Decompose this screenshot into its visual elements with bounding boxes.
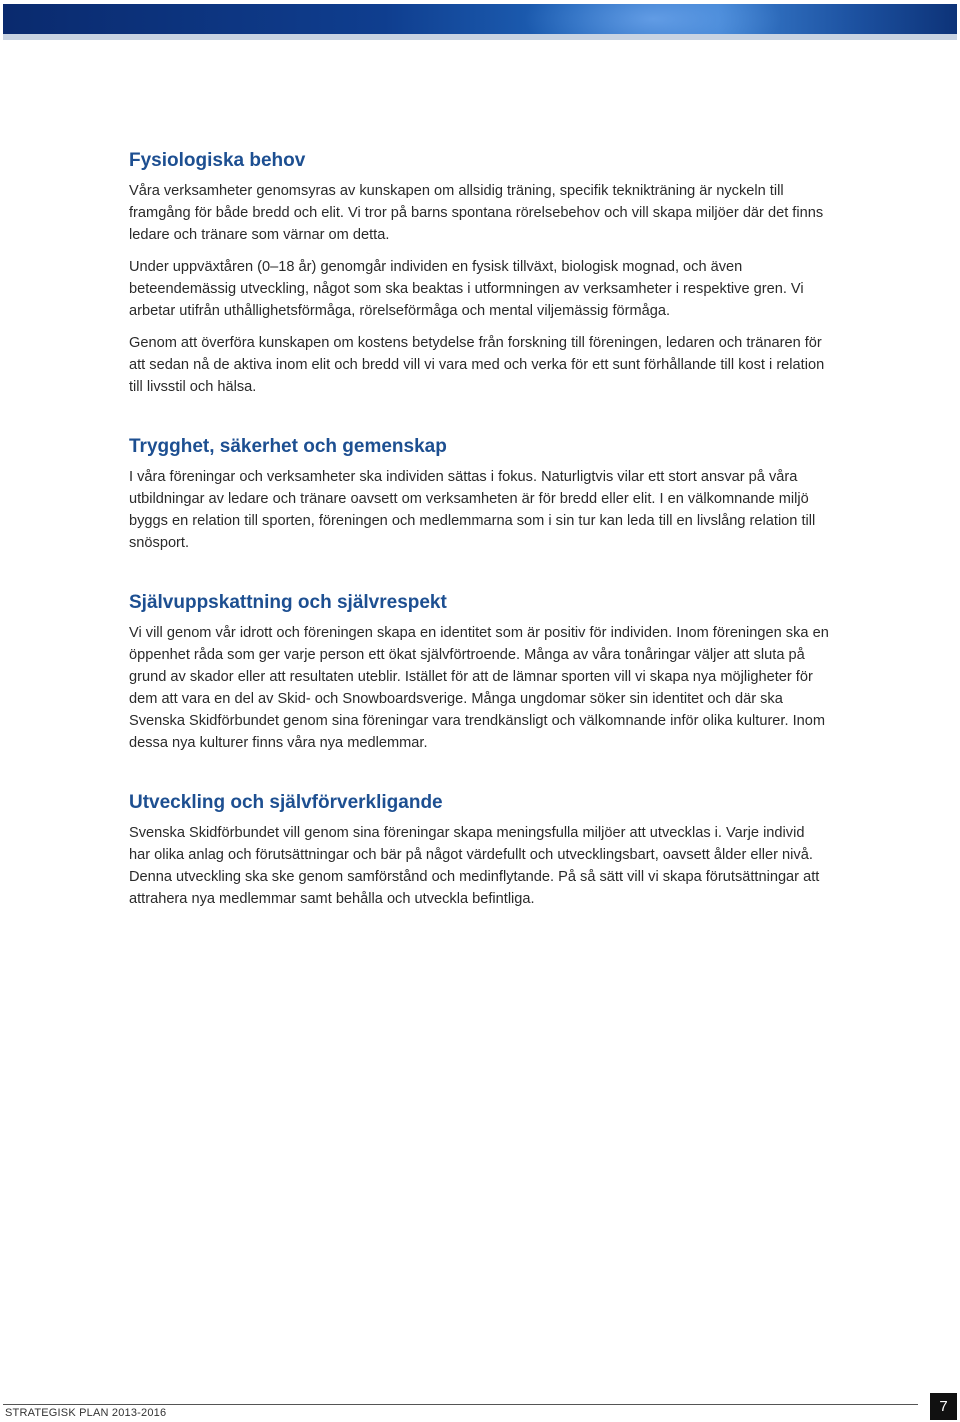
section-sjalvuppskattning: [129, 590, 829, 754]
header-band-stripe: [3, 34, 957, 40]
footer-divider: [3, 1404, 918, 1405]
section-paragraph: I våra föreningar och verksamheter ska individen sättas i fokus. Naturligtvis vilar ett stort ansvar på våra utbildningar av ledare och tränare oavsett om verksamheten är för bredd eller elit. I en välkomnande miljö byggs en relation till sporten, föreningen och medlemmarna som i sin tur kan leda till en livslång relation till snösport.: [129, 469, 816, 551]
section-paragraph: Genom att överföra kunskapen om kostens betydelse från forskning till föreningen, ledaren och tränaren för att sedan nå de aktiva inom elit och bredd vill vi vara med och verka för ett sunt förhållande till kost i relation till livsstil och hälsa.: [129, 335, 825, 395]
section-heading: Självuppskattning och självrespekt: [129, 592, 447, 613]
section-paragraph: Vi vill genom vår idrott och föreningen skapa en identitet som är positiv för individen. Inom föreningen ska en öppenhet råda som ger varje person ett ökat självförtroende. Många av våra tonåringar väljer att sluta på grund av skador eller att resultaten uteblir. Istället för att de lämnar sporten vill vi skapa nya möjligheter för dem att vara en del av Skid- och Snowboardsverige. Många ungdomar söker sin identitet och där ska Svenska Skidförbundet genom sina föreningar vara trendkänsligt och välkomnande inför olika kulturer. Inom dessa nya kulturer finns våra nya medlemmar.: [129, 625, 829, 751]
page-content: [129, 148, 829, 946]
section-fysiologiska-behov: [129, 148, 829, 398]
section-paragraph: Våra verksamheter genomsyras av kunskapen om allsidig träning, specifik teknikträning är nyckeln till framgång för både bredd och elit. Vi tror på barns spontana rörelsebehov och vill skapa miljöer där det finns ledare och tränare som värnar om detta.: [129, 183, 824, 243]
section-heading: Fysiologiska behov: [129, 150, 306, 171]
section-heading: Utveckling och självförverkligande: [129, 792, 443, 813]
section-utveckling: [129, 790, 829, 910]
section-heading: Trygghet, säkerhet och gemenskap: [129, 436, 447, 457]
section-paragraph: Svenska Skidförbundet vill genom sina föreningar skapa meningsfulla miljöer att utvecklas i. Varje individ har olika anlag och förutsättningar och bär på något värdefullt och utvecklingsbart, oavsett ålder eller nivå. Denna utveckling ska ske genom samförstånd och medinflytande. På så sätt vill vi skapa förutsättningar att attrahera nya medlemmar samt behålla och utveckla befintliga.: [129, 825, 820, 907]
section-paragraph: Under uppväxtåren (0–18 år) genomgår individen en fysisk tillväxt, biologisk mognad, och även beteendemässig utveckling, något som ska beaktas i utformningen av verksamheter i respektive gren. Vi arbetar utifrån uthållighetsförmåga, rörelseförmåga och mental viljemässig förmåga.: [129, 259, 804, 319]
header-band: [3, 4, 957, 40]
section-trygghet: [129, 434, 829, 554]
footer-title: STRATEGISK PLAN 2013-2016: [5, 1407, 167, 1419]
page-number: 7: [930, 1393, 957, 1420]
